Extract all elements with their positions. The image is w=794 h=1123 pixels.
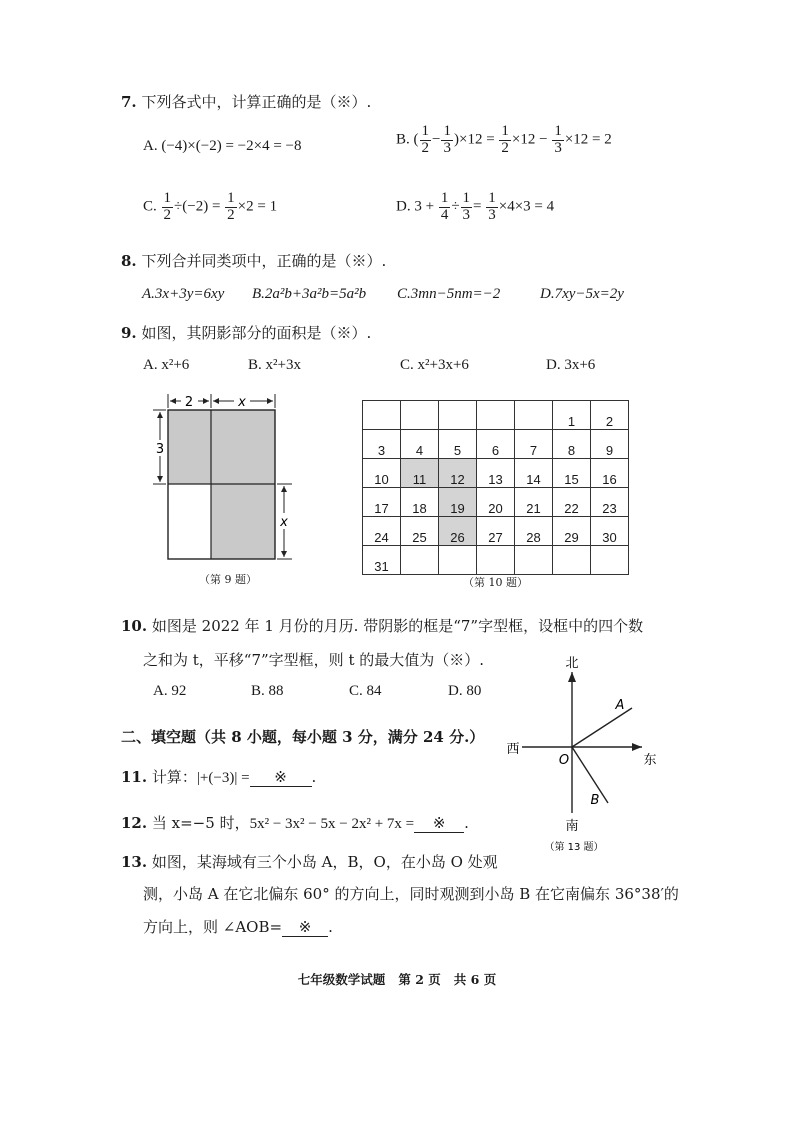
calendar-cell	[477, 401, 515, 430]
label-3: 3	[155, 442, 165, 457]
calendar-cell-shaded: 19	[439, 488, 477, 517]
frac-num: 1	[488, 190, 496, 206]
calendar-cell: 8	[553, 430, 591, 459]
q9-option-d: D. 3x+6	[546, 357, 596, 373]
q9-option-c: C. x²+3x+6	[400, 357, 469, 373]
q7-d-frac	[461, 191, 473, 224]
q8-number: 8.	[121, 252, 137, 270]
q8-stem: 下列合并同类项中，正确的是（※）.	[141, 252, 387, 270]
q13-answer-blank[interactable]: ※	[282, 918, 328, 937]
frac-den: 4	[440, 206, 449, 223]
calendar-cell: 25	[401, 517, 439, 546]
calendar-row	[363, 459, 629, 488]
q7-option-d	[396, 191, 554, 224]
q11-expr: |+(−3)| =	[196, 770, 250, 786]
q7-c-frac	[162, 191, 174, 224]
calendar-cell: 14	[515, 459, 553, 488]
calendar-cell	[401, 401, 439, 430]
q7-d-label: D.	[396, 198, 411, 215]
calendar-cell	[401, 546, 439, 575]
frac-num: 1	[440, 190, 449, 206]
calendar-cell: 15	[553, 459, 591, 488]
calendar-cell: 10	[363, 459, 401, 488]
frac-num: 1	[443, 123, 451, 139]
q7-c-part: ÷(−2) =	[174, 198, 221, 215]
calendar-cell: 18	[401, 488, 439, 517]
q7-b-part: ×12 = 2	[564, 131, 612, 148]
label-x-top: x	[238, 395, 246, 410]
label-east: 东	[643, 753, 657, 768]
q10-option-c: C. 84	[349, 683, 382, 699]
q7-d-part: 3 +	[414, 198, 435, 215]
frac-num: 1	[462, 190, 471, 206]
calendar-cell: 24	[363, 517, 401, 546]
q11-number: 11.	[121, 768, 148, 786]
calendar-cell: 21	[515, 488, 553, 517]
calendar-cell-shaded: 26	[439, 517, 477, 546]
q13-text-3: 方向上，则 ∠AOB=	[143, 918, 283, 936]
q7-option-c	[143, 191, 277, 224]
frac-num: 1	[554, 123, 562, 139]
label-b: B	[590, 793, 600, 808]
label-north: 北	[565, 656, 579, 671]
q13-line-3	[143, 916, 333, 937]
frac-num: 1	[227, 190, 235, 206]
q7-b-part: ×12 −	[511, 131, 548, 148]
q12-number: 12.	[121, 814, 148, 832]
q7-d-frac	[439, 191, 451, 224]
q8-option-b: B.2a²b+3a²b=5a²b	[252, 286, 367, 302]
q9-number: 9.	[121, 324, 137, 342]
q10-number: 10.	[121, 617, 148, 635]
q9-figure	[150, 392, 300, 567]
q7-b-part: (	[413, 131, 419, 148]
q7-b-frac	[441, 124, 453, 157]
q7-d-frac	[486, 191, 498, 224]
q11-prefix: 计算：	[151, 768, 197, 786]
label-west: 西	[506, 742, 520, 757]
q7-number: 7.	[121, 93, 137, 111]
calendar-cell	[515, 546, 553, 575]
calendar-cell: 16	[591, 459, 629, 488]
frac-num: 1	[501, 123, 509, 139]
calendar-cell: 6	[477, 430, 515, 459]
q13-text-1: 如图，某海域有三个小岛 A，B，O，在小岛 O 处观	[151, 853, 498, 871]
calendar-cell	[591, 546, 629, 575]
label-o: O	[558, 753, 570, 768]
q7-b-frac	[552, 124, 564, 157]
calendar-cell: 3	[363, 430, 401, 459]
calendar-cell	[477, 546, 515, 575]
calendar-cell: 29	[553, 517, 591, 546]
label-south: 南	[565, 819, 579, 834]
calendar-cell: 13	[477, 459, 515, 488]
calendar-cell	[363, 401, 401, 430]
calendar-cell: 31	[363, 546, 401, 575]
page-footer: 七年级数学试题 第 2 页 共 6 页	[297, 972, 497, 987]
calendar-table	[362, 400, 629, 575]
q7-a-expr: (−4)×(−2) = −2×4 = −8	[161, 138, 302, 154]
q7-option-a	[143, 138, 302, 155]
q10-option-a: A. 92	[153, 683, 187, 699]
q7-b-frac	[499, 124, 511, 157]
q7-b-part: −	[432, 131, 441, 148]
calendar-cell: 28	[515, 517, 553, 546]
q7-b-label: B.	[396, 131, 410, 148]
q11-suffix: .	[311, 768, 317, 786]
calendar-cell	[439, 546, 477, 575]
q7-a-label: A.	[143, 138, 158, 154]
calendar-cell: 17	[363, 488, 401, 517]
q10-option-b: B. 88	[251, 683, 284, 699]
calendar-cell	[515, 401, 553, 430]
q11-answer-blank[interactable]: ※	[250, 768, 312, 787]
q8-line	[121, 250, 386, 271]
calendar-row	[363, 546, 629, 575]
q7-stem: 下列各式中，计算正确的是（※）.	[141, 93, 372, 111]
calendar-cell-shaded: 11	[401, 459, 439, 488]
q7-d-part: =	[473, 198, 482, 215]
calendar-cell: 5	[439, 430, 477, 459]
calendar-cell	[553, 546, 591, 575]
q7-line	[121, 91, 371, 112]
label-2: 2	[184, 395, 194, 410]
frac-den: 2	[421, 139, 430, 156]
calendar-cell: 30	[591, 517, 629, 546]
q9-option-b: B. x²+3x	[248, 357, 301, 373]
q13-number: 13.	[121, 853, 148, 871]
q13-suffix: .	[328, 918, 333, 936]
shaded-rect-left	[168, 410, 211, 484]
calendar-cell: 1	[553, 401, 591, 430]
frac-den: 2	[227, 206, 235, 223]
frac-den: 3	[443, 139, 451, 156]
calendar-cell	[439, 401, 477, 430]
q10-caption: （第 10 题）	[463, 576, 528, 589]
q8-option-d: D.7xy−5x=2y	[540, 286, 624, 302]
q7-c-frac	[225, 191, 237, 224]
north-arrow-icon	[568, 672, 576, 682]
q11-line	[121, 766, 316, 787]
calendar-row	[363, 488, 629, 517]
q10-line-1	[121, 615, 643, 636]
frac-den: 3	[554, 139, 562, 156]
frac-den: 3	[462, 206, 471, 223]
east-arrow-icon	[632, 743, 642, 751]
q9-stem: 如图，其阴影部分的面积是（※）.	[141, 324, 372, 342]
calendar-cell: 2	[591, 401, 629, 430]
calendar-cell: 7	[515, 430, 553, 459]
label-a: A	[615, 698, 625, 713]
q7-c-label: C.	[143, 198, 157, 215]
q13-caption: （第 13 题）	[544, 842, 604, 853]
q8-option-c: C.3mn−5nm=−2	[397, 286, 501, 302]
q9-caption: （第 9 题）	[199, 573, 257, 586]
calendar-cell: 27	[477, 517, 515, 546]
calendar-row	[363, 401, 629, 430]
q12-answer-blank[interactable]: ※	[414, 814, 464, 833]
calendar-cell: 23	[591, 488, 629, 517]
q7-b-part: )×12 =	[453, 131, 495, 148]
calendar-cell-shaded: 12	[439, 459, 477, 488]
q7-b-frac	[420, 124, 432, 157]
label-x-side: x	[280, 515, 288, 530]
q12-suffix: .	[464, 814, 469, 832]
frac-den: 2	[501, 139, 509, 156]
q13-line-1	[121, 851, 498, 872]
frac-den: 3	[488, 206, 496, 223]
q7-d-part: ×4×3 = 4	[498, 198, 555, 215]
q9-option-a: A. x²+6	[143, 357, 190, 373]
calendar-cell: 4	[401, 430, 439, 459]
q8-option-a: A.3x+3y=6xy	[142, 286, 225, 302]
q12-line	[121, 812, 469, 833]
calendar-cell: 9	[591, 430, 629, 459]
frac-den: 2	[163, 206, 172, 223]
q12-expr: 5x² − 3x² − 5x − 2x² + 7x =	[249, 816, 415, 832]
frac-num: 1	[163, 190, 172, 206]
calendar-cell: 22	[553, 488, 591, 517]
q9-line	[121, 322, 371, 343]
frac-num: 1	[421, 123, 430, 139]
q10-option-d: D. 80	[448, 683, 482, 699]
q10-text-2: 之和为 t，平移“7”字型框，则 t 的最大值为（※）.	[143, 651, 485, 669]
q13-text-2: 测，小岛 A 在它北偏东 60° 的方向上，同时观测到小岛 B 在它南偏东 36°38′的	[143, 885, 679, 903]
calendar-cell: 20	[477, 488, 515, 517]
section-2-heading: 二、填空题（共 8 小题，每小题 3 分，满分 24 分.）	[121, 728, 485, 746]
q7-c-part: ×2 = 1	[237, 198, 278, 215]
q10-text-1: 如图是 2022 年 1 月份的月历. 带阴影的框是“7”字型框，设框中的四个数	[151, 617, 644, 635]
q7-d-part: ÷	[451, 198, 460, 215]
ray-oa	[572, 708, 632, 747]
q12-prefix: 当 x=−5 时，	[151, 814, 250, 832]
q7-option-b	[396, 124, 612, 157]
calendar-row	[363, 430, 629, 459]
q13-figure	[500, 650, 665, 855]
calendar-row	[363, 517, 629, 546]
